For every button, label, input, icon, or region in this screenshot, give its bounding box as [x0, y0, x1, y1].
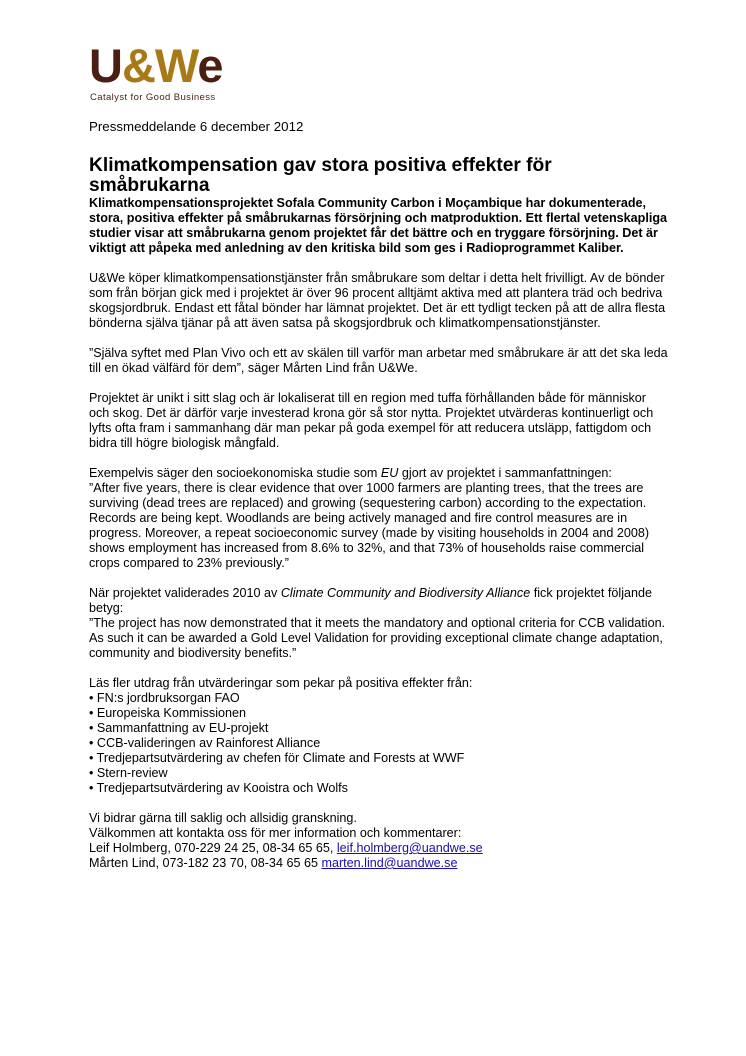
contact-person-1 [89, 841, 669, 856]
document-body [89, 119, 669, 871]
lead-paragraph: Klimatkompensationsprojektet Sofala Community Carbon i Moçambique har dokumenterade, stora, positiva effekter på småbrukarnas försörjning och matproduktion. Ett flertal vetenskapliga studier visar att småbrukarna genom projektet får det bättre och en tryggare försörjning. Det är viktigt att påpeka med anledning av den kritiska bild som ges i Radioprogrammet Kaliber. [89, 196, 668, 255]
ccb-emphasis: Climate Community and Biodiversity Alliance [280, 586, 531, 600]
contact-line-2: Välkommen att kontakta oss för mer information och kommentarer: [89, 826, 462, 840]
email-link-leif[interactable]: leif.holmberg@uandwe.se [336, 841, 483, 855]
evaluation-list-section [89, 676, 669, 796]
logo-letter-e: e [197, 39, 223, 92]
list-item: • Sammanfattning av EU-projekt [89, 721, 269, 735]
eu-emphasis: EU [380, 466, 399, 480]
eu-study-intro-before: Exempelvis säger den socioekonomiska studie som [89, 466, 381, 480]
logo-tagline: Catalyst for Good Business [90, 92, 216, 103]
dateline: Pressmeddelande 6 december 2012 [89, 119, 304, 134]
list-item: • Tredjepartsutvärdering av Kooistra och Wolfs [89, 781, 348, 795]
page-title: Klimatkompensation gav stora positiva effekter för småbrukarna [89, 155, 552, 196]
logo-letter-w: W [154, 39, 198, 92]
contact-section [89, 811, 669, 871]
logo-letter-u: U [89, 39, 122, 92]
contact-person-2-details: Mårten Lind, 073-182 23 70, 08-34 65 65 [89, 856, 322, 870]
contact-line-1: Vi bidrar gärna till saklig och allsidig granskning. [89, 811, 357, 825]
eu-study-quote: ”After five years, there is clear evidence that over 1000 farmers are planting trees, that the trees are surviving (dead trees are replaced) and growing (sequestering carbon) according to the expectation. Records are being kept. Woodlands are being actively managed and fire control measures are in progress. Moreover, a repeat socioeconomic survey (made by visiting households in 2004 and 2008) shows employment has increased from 8.6% to 32%, and that 73% of households raise commercial crops compared to 23% previously.” [89, 481, 650, 570]
paragraph-3: Projektet är unikt i sitt slag och är lokaliserat till en region med tuffa förhållanden både för människor och skog. Det är därför varje investerad krona gör så stor nytta. Projektet utvärderas kontinuerligt och lyfts ofta fram i sammanhang där man pekar på goda exempel för att reducera utsläpp, fattigdom och bidra till högre biologisk mångfald. [89, 391, 654, 450]
contact-person-2 [89, 856, 669, 871]
uandwe-logo [89, 41, 249, 107]
list-item: • Tredjepartsutvärdering av chefen för Climate and Forests at WWF [89, 751, 465, 765]
eu-study-intro-after: gjort av projektet i sammanfattningen: [398, 466, 612, 480]
evaluation-list-intro: Läs fler utdrag från utvärderingar som pekar på positiva effekter från: [89, 676, 473, 690]
ccb-quote: ”The project has now demonstrated that it meets the mandatory and optional criteria for CCB validation. As such it can be awarded a Gold Level Validation for providing exceptional climate change adaptation, community and biodiversity benefits.” [89, 616, 666, 660]
list-item: • Europeiska Kommissionen [89, 706, 247, 720]
ccb-intro-before: När projektet validerades 2010 av [89, 586, 281, 600]
contact-person-1-details: Leif Holmberg, 070-229 24 25, 08-34 65 65, [89, 841, 337, 855]
paragraph-2-quote: ”Själva syftet med Plan Vivo och ett av skälen till varför man arbetar med småbrukare är att det ska leda till en ökad välfärd för dem”, säger Mårten Lind från U&We. [89, 346, 668, 375]
list-item: • CCB-valideringen av Rainforest Alliance [89, 736, 321, 750]
list-item: • FN:s jordbruksorgan FAO [89, 691, 240, 705]
logo-ampersand: & [121, 39, 155, 92]
ccb-intro-after: fick projektet följande betyg: [89, 586, 653, 615]
email-link-marten[interactable]: marten.lind@uandwe.se [321, 856, 458, 870]
logo-wordmark [89, 41, 223, 91]
paragraph-5 [89, 586, 669, 661]
paragraph-4 [89, 466, 669, 571]
paragraph-1: U&We köper klimatkompensationstjänster från småbrukare som deltar i detta helt frivilligt. Av de bönder som från början gick med i projektet är över 96 procent alltjämt aktiva med att plantera träd och bedriva skogsjordbruk. Endast ett fåtal bönder har lämnat projektet. Det är ett tydligt tecken på att de allra flesta bönderna själva tjänar på att även satsa på skogsjordbruk och klimatkompensationstjänster. [89, 271, 666, 330]
evaluation-list [89, 691, 669, 796]
list-item: • Stern-review [89, 766, 168, 780]
